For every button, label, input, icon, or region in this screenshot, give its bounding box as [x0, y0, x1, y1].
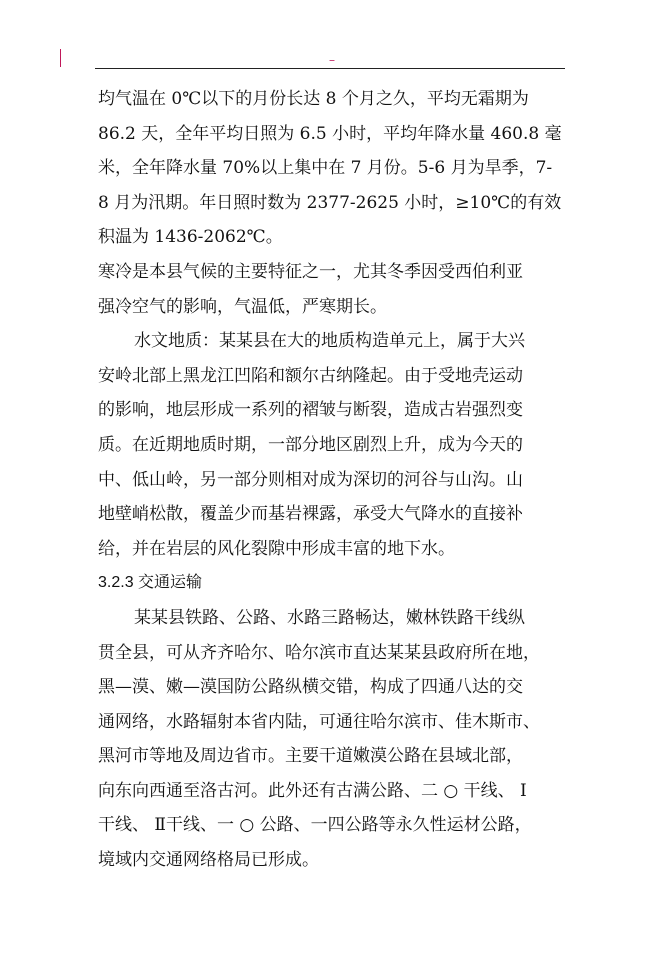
- climate-paragraph: [98, 82, 562, 255]
- text-line: 安岭北部上黑龙江凹陷和额尔古纳隆起。由于受地壳运动: [98, 365, 523, 386]
- transport-paragraph: [98, 601, 558, 878]
- hydrogeology-paragraph: [98, 324, 558, 566]
- text-line: 均气温在 0℃以下的月份长达 8 个月之久，平均无霜期为: [98, 89, 529, 109]
- text-line: 强冷空气的影响，气温低，严寒期长。: [98, 296, 387, 317]
- text-line: 向东向西通至洛古河。此外还有古满公路、二 ○ 干线、 Ⅰ: [98, 780, 527, 801]
- cold-paragraph: [98, 255, 558, 324]
- text-line: 中、低山岭，另一部分则相对成为深切的河谷与山沟。山: [98, 469, 523, 490]
- text-line: 水文地质：某某县在大的地质构造单元上，属于大兴: [134, 331, 525, 352]
- text-line: 地壁峭松散，覆盖少而基岩裸露，承受大气降水的直接补: [98, 504, 523, 525]
- text-line: 8 月为汛期。年日照时数为 2377-2625 小时，≥10℃的有效: [98, 192, 562, 213]
- text-line: 境域内交通网络格局已形成。: [98, 850, 319, 871]
- text-line: 某某县铁路、公路、水路三路畅达，嫩林铁路干线纵: [134, 607, 525, 628]
- text-line: 黑—漠、嫩—漠国防公路纵横交错，构成了四通八达的交: [98, 677, 523, 698]
- text-line: 86.2 天，全年平均日照为 6.5 小时，平均年降水量 460.8 毫: [98, 123, 562, 144]
- text-line: 的影响，地层形成一系列的褶皱与断裂，造成古岩强烈变: [98, 400, 523, 421]
- document-body: [98, 82, 562, 878]
- header-rule: [95, 68, 565, 69]
- margin-mark: [60, 49, 61, 67]
- text-line: 质。在近期地质时期，一部分地区剧烈上升，成为今天的: [98, 434, 523, 455]
- text-line: 寒冷是本县气候的主要特征之一，尤其冬季因受西伯利亚: [98, 261, 523, 282]
- section-heading: 3.2.3 交通运输: [98, 574, 203, 592]
- text-line: 黑河市等地及周边省市。主要干道嫩漠公路在县域北部，: [98, 746, 523, 767]
- page-mark: –: [329, 53, 335, 67]
- text-line: 通网络，水路辐射本省内陆，可通往哈尔滨市、佳木斯市、: [98, 711, 540, 732]
- text-line: 积温为 1436-2062℃。: [98, 227, 283, 248]
- text-line: 米，全年降水量 70%以上集中在 7 月份。5-6 月为旱季，7-: [98, 158, 553, 179]
- text-line: 干线、 Ⅱ干线、一 ○ 公路、一四公路等永久性运材公路，: [98, 815, 532, 836]
- text-line: 给，并在岩层的风化裂隙中形成丰富的地下水。: [98, 538, 455, 559]
- text-line: 贯全县，可从齐齐哈尔、哈尔滨市直达某某县政府所在地，: [98, 642, 540, 663]
